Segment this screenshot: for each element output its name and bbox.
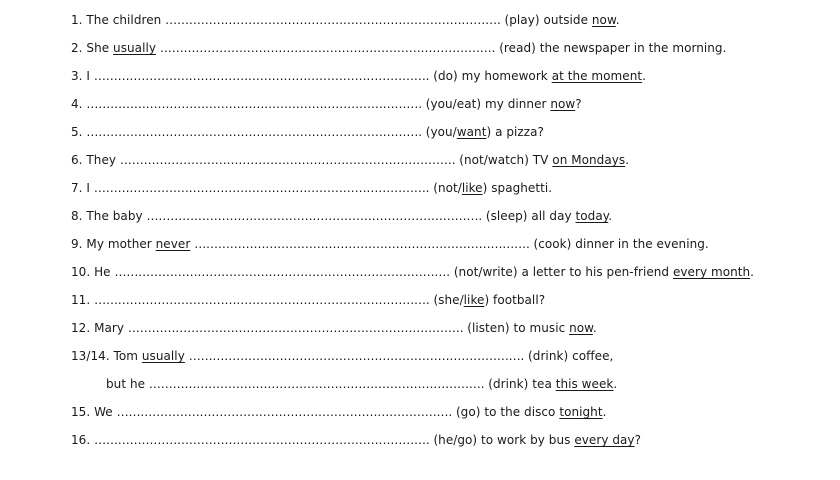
item-prefix: but he — [106, 377, 149, 391]
exercise-item-5 — [71, 123, 544, 141]
time-expression: tonight — [559, 405, 603, 419]
item-end: . — [615, 13, 620, 27]
verb-cue-end: ) spaghetti. — [482, 181, 553, 195]
verb-cue-end: ) a pizza? — [486, 125, 544, 139]
exercise-item-1 — [71, 11, 620, 29]
verb-cue: (you/ — [421, 125, 457, 139]
time-expression: at the moment — [551, 69, 643, 83]
item-end: ? — [634, 433, 641, 447]
item-prefix: 7. I — [71, 181, 94, 195]
verb-cue: (he/go) to work by bus — [429, 433, 575, 447]
verb-cue: (drink) coffee, — [524, 349, 614, 363]
verb-cue: (she/ — [429, 293, 464, 307]
answer-blank[interactable]: …………………………………………………………………………. — [93, 181, 430, 195]
item-end: . — [592, 321, 597, 335]
item-prefix: 6. They — [71, 153, 120, 167]
time-expression: now — [591, 13, 616, 27]
item-prefix: 13/14. Tom — [71, 349, 142, 363]
frequency-adverb: usually — [113, 41, 156, 55]
exercise-item-4 — [71, 95, 582, 113]
answer-blank[interactable]: …………………………………………………………………………. — [86, 125, 422, 139]
exercise-item-13-14-continued — [106, 375, 617, 393]
item-prefix: 16. — [71, 433, 95, 447]
verb-cue: (listen) to music — [463, 321, 570, 335]
verb-cue: (go) to the disco — [452, 405, 560, 419]
exercise-item-15 — [71, 403, 606, 421]
exercise-item-12 — [71, 319, 597, 337]
exercise-item-10 — [71, 263, 754, 281]
item-prefix: 8. The baby — [71, 209, 147, 223]
item-end: . — [608, 209, 613, 223]
item-end: ? — [575, 97, 582, 111]
answer-blank[interactable]: …………………………………………………………………………. — [146, 209, 482, 223]
time-expression: today — [575, 209, 609, 223]
item-prefix: 11. — [71, 293, 95, 307]
verb-cue: (not/write) a letter to his pen-friend — [449, 265, 673, 279]
exercise-item-9 — [71, 235, 709, 253]
exercise-item-11 — [71, 291, 545, 309]
item-prefix: 5. — [71, 125, 87, 139]
item-prefix: 15. We — [71, 405, 117, 419]
answer-blank[interactable]: …………………………………………………………………………. — [94, 433, 430, 447]
exercise-item-2 — [71, 39, 726, 57]
item-prefix: 12. Mary — [71, 321, 128, 335]
verb-cue: (do) my homework — [429, 69, 552, 83]
time-expression: now — [569, 321, 593, 335]
verb-cue: (sleep) all day — [481, 209, 576, 223]
answer-blank[interactable]: …………………………………………………………………………. — [116, 405, 453, 419]
answer-blank[interactable]: …………………………………………………………………………. — [165, 13, 501, 27]
verb-cue: (read) the newspaper in the morning. — [495, 41, 727, 55]
time-expression: now — [550, 97, 576, 111]
verb-underlined: want — [456, 125, 487, 139]
verb-cue: (not/watch) TV — [455, 153, 553, 167]
exercise-item-13-14 — [71, 347, 613, 365]
exercise-item-6 — [71, 151, 629, 169]
time-expression: this week — [555, 377, 614, 391]
item-prefix: 1. The children — [71, 13, 166, 27]
item-prefix: 2. She — [71, 41, 114, 55]
item-end: . — [613, 377, 618, 391]
answer-blank[interactable]: …………………………………………………………………………. — [194, 237, 530, 251]
item-end: . — [602, 405, 607, 419]
answer-blank[interactable]: …………………………………………………………………………. — [159, 41, 496, 55]
exercise-item-8 — [71, 207, 612, 225]
verb-cue: (cook) dinner in the evening. — [529, 237, 709, 251]
item-end: . — [625, 153, 630, 167]
frequency-adverb: usually — [141, 349, 185, 363]
item-end: . — [642, 69, 647, 83]
time-expression: every month — [672, 265, 751, 279]
item-prefix: 4. — [71, 97, 87, 111]
verb-cue: (play) outside — [500, 13, 592, 27]
item-prefix: 9. My mother — [71, 237, 156, 251]
time-expression: on Mondays — [552, 153, 626, 167]
answer-blank[interactable]: …………………………………………………………………………. — [86, 97, 422, 111]
item-end: . — [750, 265, 755, 279]
answer-blank[interactable]: …………………………………………………………………………. — [127, 321, 464, 335]
item-prefix: 3. I — [71, 69, 94, 83]
frequency-adverb: never — [155, 237, 191, 251]
answer-blank[interactable]: …………………………………………………………………………. — [94, 293, 430, 307]
verb-cue: (you/eat) my dinner — [421, 97, 551, 111]
answer-blank[interactable]: …………………………………………………………………………. — [93, 69, 430, 83]
time-expression: every day — [574, 433, 635, 447]
exercise-item-3 — [71, 67, 646, 85]
exercise-item-7 — [71, 179, 552, 197]
exercise-item-16 — [71, 431, 641, 449]
verb-underlined: like — [461, 181, 483, 195]
answer-blank[interactable]: …………………………………………………………………………. — [188, 349, 525, 363]
verb-cue: (not/ — [429, 181, 462, 195]
answer-blank[interactable]: …………………………………………………………………………. — [148, 377, 485, 391]
verb-cue-end: ) football? — [484, 293, 546, 307]
answer-blank[interactable]: …………………………………………………………………………. — [114, 265, 450, 279]
answer-blank[interactable]: …………………………………………………………………………. — [119, 153, 456, 167]
item-prefix: 10. He — [71, 265, 115, 279]
verb-cue: (drink) tea — [484, 377, 556, 391]
verb-underlined: like — [463, 293, 485, 307]
